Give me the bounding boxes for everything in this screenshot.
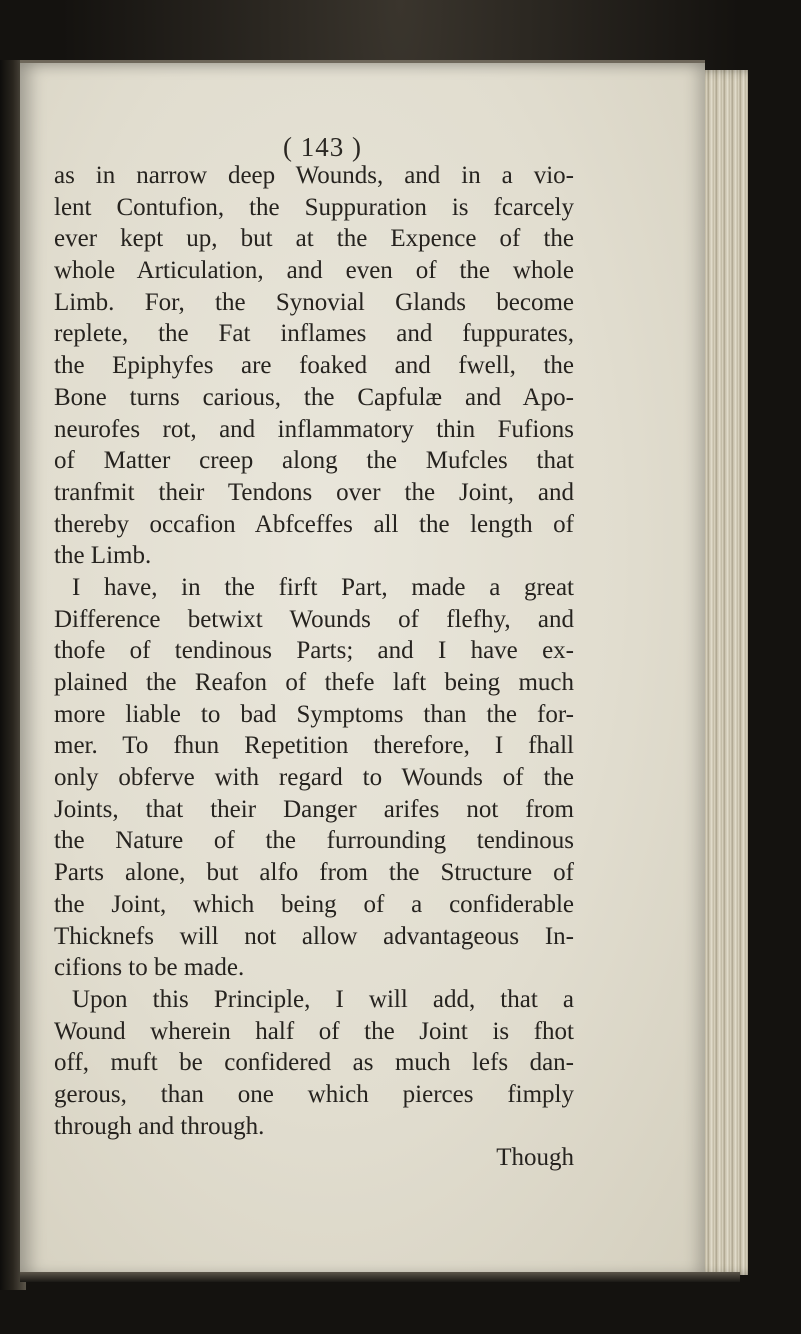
text-line: ever kept up, but at the Expence of the <box>54 225 574 253</box>
text-line: as in narrow deep Wounds, and in a vio- <box>54 162 574 189</box>
text-line: the Nature of the furrounding tendinous <box>54 827 574 855</box>
body-text <box>54 160 574 1174</box>
text-line: plained the Reafon of thefe laft being much <box>54 669 574 696</box>
catchword: Though <box>496 1144 574 1172</box>
text-line: thofe of tendinous Parts; and I have ex- <box>54 637 574 665</box>
text-line: cifions to be made. <box>54 954 245 982</box>
text-line: Difference betwixt Wounds of flefhy, and <box>54 605 574 633</box>
text-line: of Matter creep along the Mufcles that <box>54 447 574 475</box>
text-line: the Joint, which being of a confiderable <box>54 890 574 918</box>
text-line: off, muft be confidered as much lefs dan- <box>54 1049 574 1077</box>
text-line: Limb. For, the Synovial Glands become <box>54 288 574 316</box>
text-line: tranfmit their Tendons over the Joint, and <box>54 478 574 506</box>
text-line: Wound wherein half of the Joint is fhot <box>54 1017 574 1045</box>
text-line: whole Articulation, and even of the whole <box>54 257 574 285</box>
text-line: only obferve with regard to Wounds of the <box>54 764 574 792</box>
text-line: Thicknefs will not allow advantageous In- <box>54 922 574 950</box>
text-line: the Epiphyfes are foaked and fwell, the <box>54 352 574 380</box>
page-number: ( 143 ) <box>283 132 362 162</box>
text-line: replete, the Fat inflames and fuppurates, <box>54 320 574 348</box>
text-line: the Limb. <box>54 542 152 570</box>
text-line: thereby occafion Abfceffes all the length of <box>54 510 574 538</box>
text-line: neurofes rot, and inflammatory thin Fufions <box>54 415 574 443</box>
text-line: Bone turns carious, the Capfulæ and Apo- <box>54 383 574 411</box>
text-line: gerous, than one which pierces fimply <box>54 1080 574 1108</box>
text-line: Upon this Principle, I will add, that a <box>72 985 574 1013</box>
text-line: Joints, that their Danger arifes not from <box>54 795 574 823</box>
text-line: mer. To fhun Repetition therefore, I fhall <box>54 732 574 760</box>
text-line: through and through. <box>54 1112 265 1140</box>
text-line: I have, in the firft Part, made a great <box>72 573 574 601</box>
text-line: more liable to bad Symptoms than the for- <box>54 700 574 728</box>
page-bottom-edge <box>20 1272 740 1282</box>
text-line: Parts alone, but alfo from the Structure of <box>54 859 574 887</box>
text-line: lent Contufion, the Suppuration is fcarcely <box>54 193 574 221</box>
